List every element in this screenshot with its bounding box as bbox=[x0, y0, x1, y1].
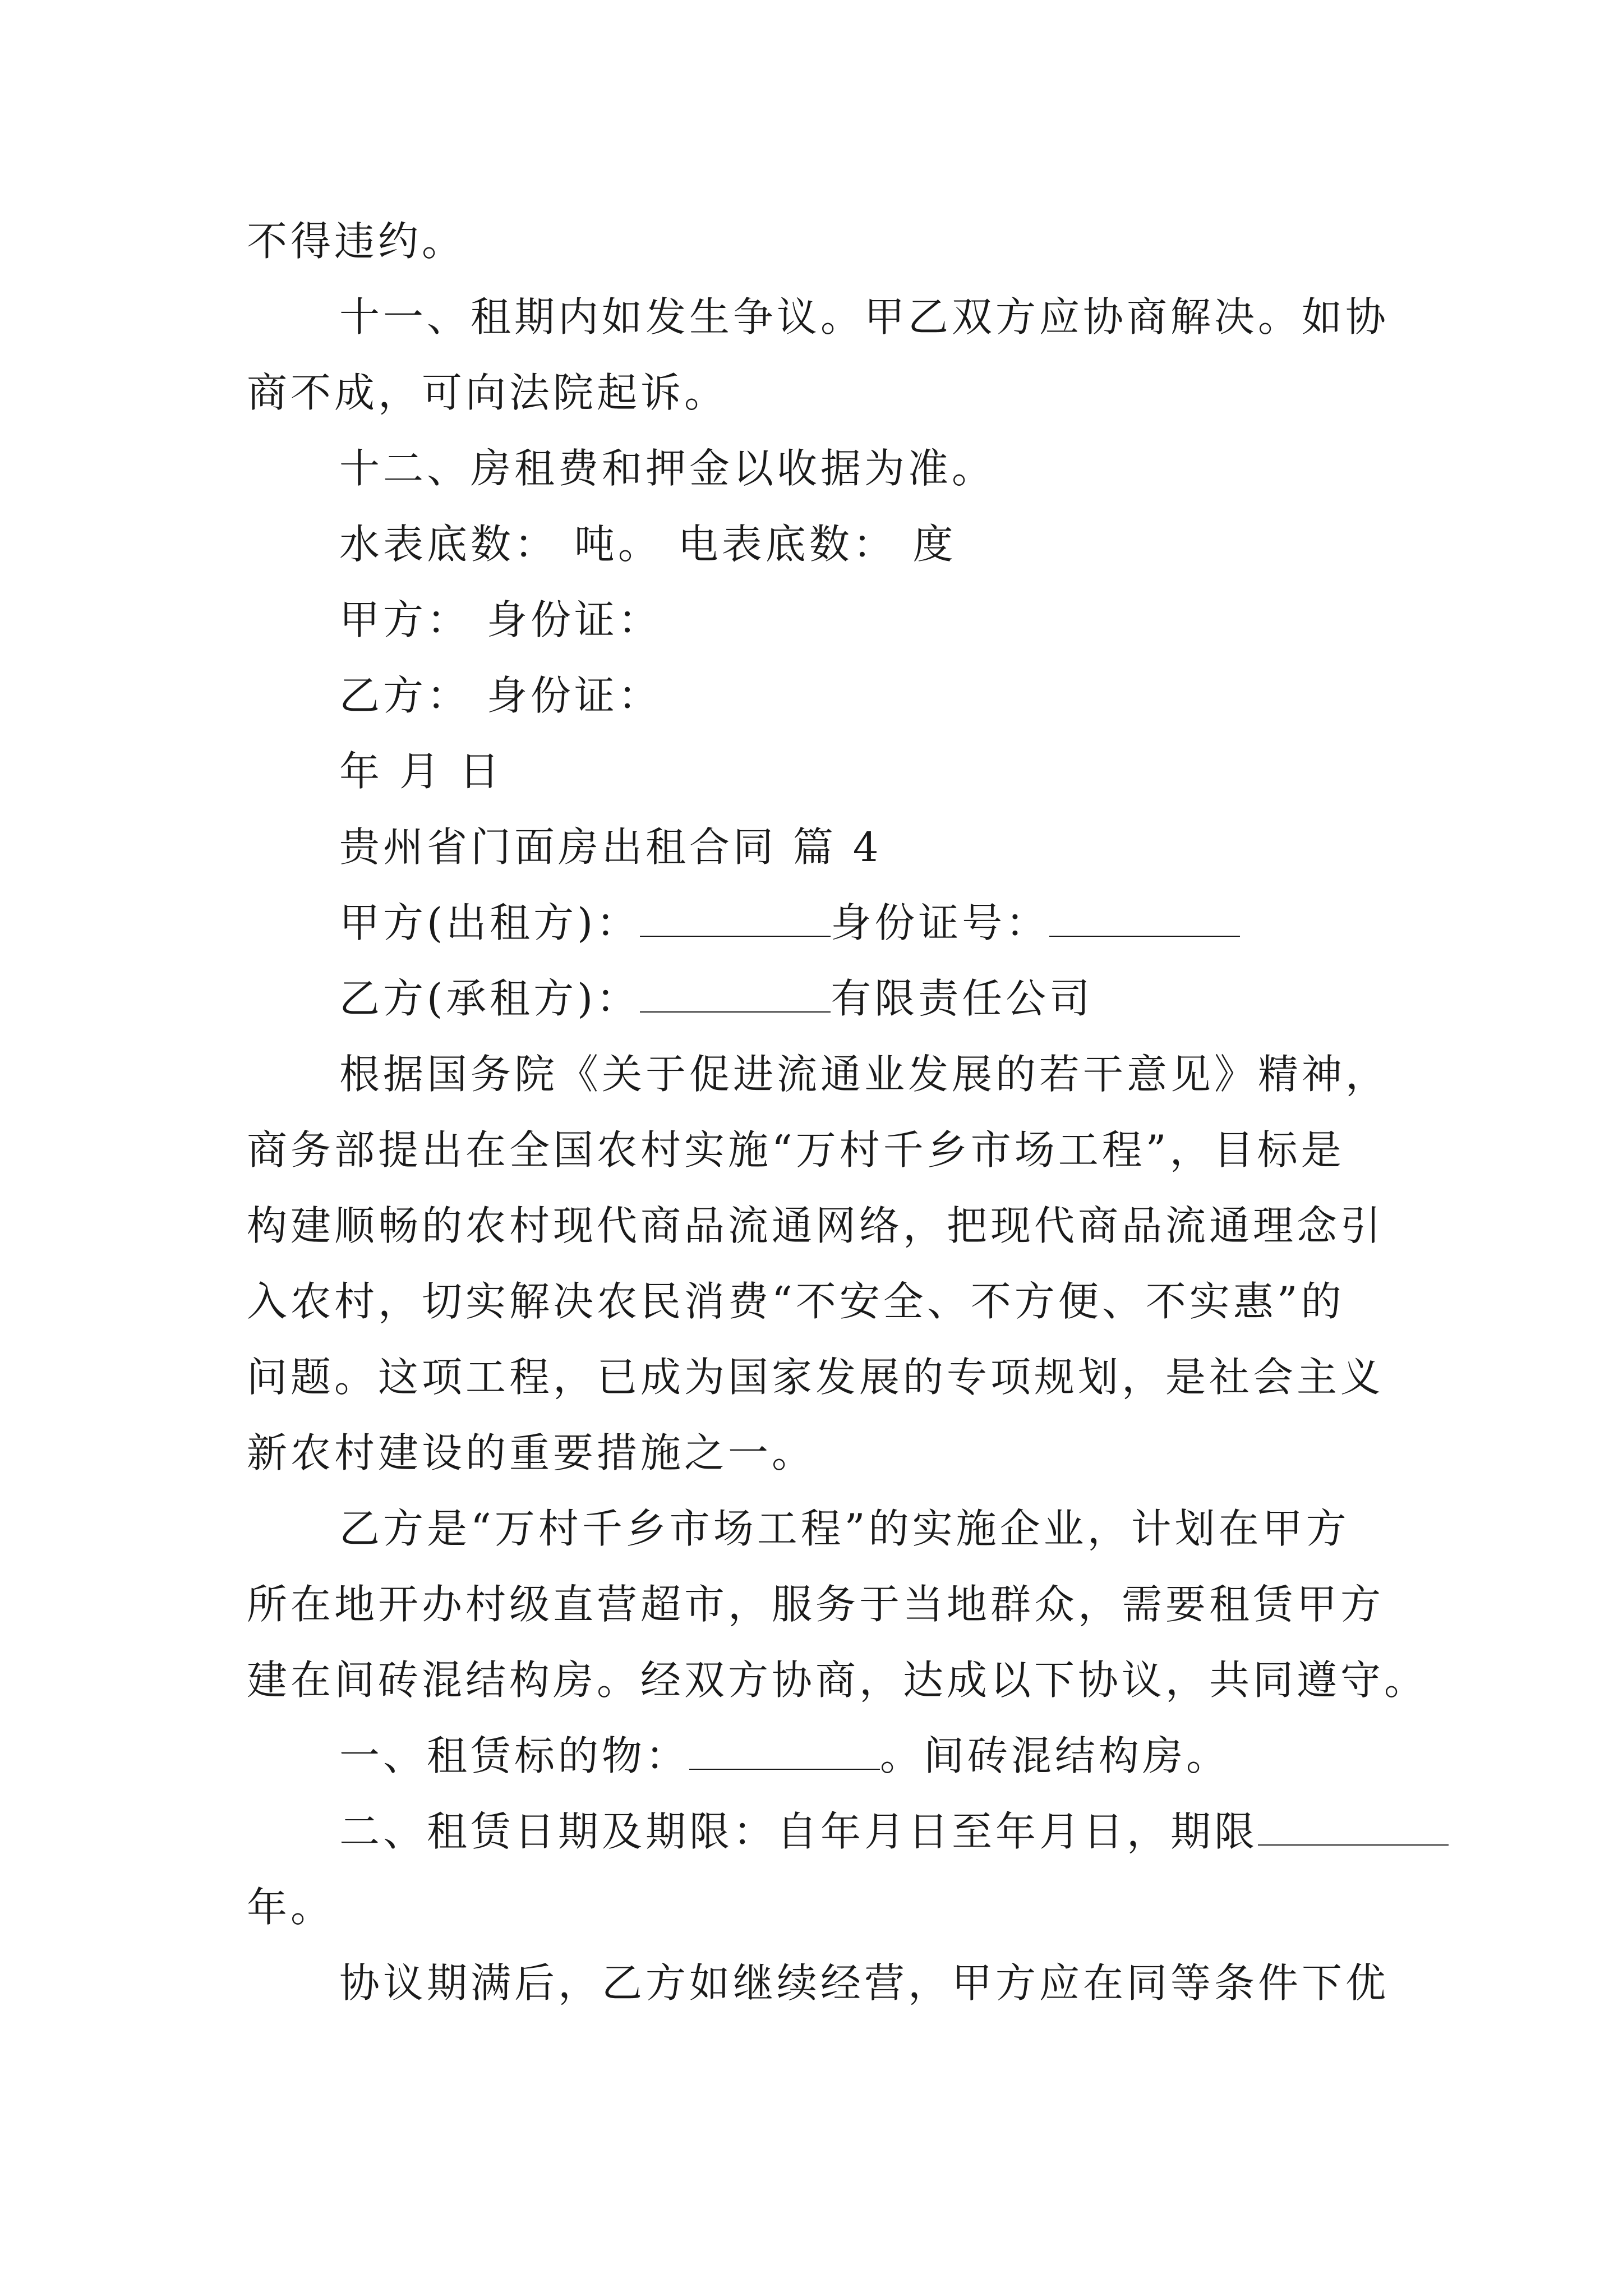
section-title: 贵州省门面房出租合同 篇 4 bbox=[339, 823, 882, 871]
party-a-signature: 甲方： 身份证： bbox=[339, 596, 662, 643]
lease-object-blank bbox=[689, 1729, 880, 1770]
purpose-line-3: 建在间砖混结构房。经双方协商，达成以下协议，共同遵守。 bbox=[247, 1657, 1428, 1704]
party-b-signature: 乙方： 身份证： bbox=[339, 672, 662, 719]
clause-1-label: 一、租赁标的物： bbox=[339, 1732, 690, 1779]
party-b-label: 乙方(承租方)： bbox=[339, 975, 640, 1022]
id-number-blank bbox=[1049, 896, 1240, 937]
clause-11-line-1: 十一、租期内如发生争议。甲乙双方应协商解决。如协 bbox=[339, 293, 1390, 341]
clause-1-suffix: 。间砖混结构房。 bbox=[880, 1732, 1230, 1779]
renewal-line-1: 协议期满后，乙方如继续经营，甲方应在同等条件下优 bbox=[339, 1959, 1390, 2007]
purpose-line-2: 所在地开办村级直营超市，服务于当地群众，需要租赁甲方 bbox=[247, 1581, 1385, 1628]
clause-11-line-2: 商不成，可向法院起诉。 bbox=[247, 369, 728, 416]
intro-line-2: 商务部提出在全国农村实施“万村千乡市场工程”，目标是 bbox=[247, 1126, 1345, 1174]
intro-line-4: 入农村，切实解决农民消费“不安全、不方便、不实惠”的 bbox=[247, 1278, 1345, 1325]
intro-line-3: 构建顺畅的农村现代商品流通网络，把现代商品流通理念引 bbox=[247, 1202, 1385, 1249]
company-suffix: 有限责任公司 bbox=[831, 975, 1094, 1022]
party-a-label: 甲方(出租方)： bbox=[339, 899, 640, 946]
clause-2-line-2: 年。 bbox=[247, 1884, 335, 1931]
paragraph-line: 不得违约。 bbox=[247, 218, 466, 265]
signing-date: 年 月 日 bbox=[339, 748, 503, 795]
clause-1-lease-object bbox=[339, 1722, 1230, 1789]
party-b-line bbox=[339, 965, 1093, 1032]
purpose-line-1: 乙方是“万村千乡市场工程”的实施企业，计划在甲方 bbox=[339, 1505, 1350, 1552]
clause-2-label: 二、租赁日期及期限：自年月日至年月日，期限 bbox=[339, 1808, 1258, 1855]
clause-2-lease-term bbox=[339, 1798, 1449, 1865]
intro-line-6: 新农村建设的重要措施之一。 bbox=[247, 1429, 816, 1476]
lease-term-blank bbox=[1258, 1805, 1449, 1846]
intro-line-5: 问题。这项工程，已成为国家发展的专项规划，是社会主义 bbox=[247, 1354, 1385, 1401]
meter-readings: 水表底数： 吨。 电表底数： 度 bbox=[339, 521, 957, 568]
clause-12: 十二、房租费和押金以收据为准。 bbox=[339, 445, 996, 492]
party-b-name-blank bbox=[640, 972, 831, 1013]
party-a-line bbox=[339, 889, 1240, 956]
party-a-name-blank bbox=[640, 896, 831, 937]
id-number-label: 身份证号： bbox=[831, 899, 1050, 946]
intro-line-1: 根据国务院《关于促进流通业发展的若干意见》精神， bbox=[339, 1051, 1390, 1098]
